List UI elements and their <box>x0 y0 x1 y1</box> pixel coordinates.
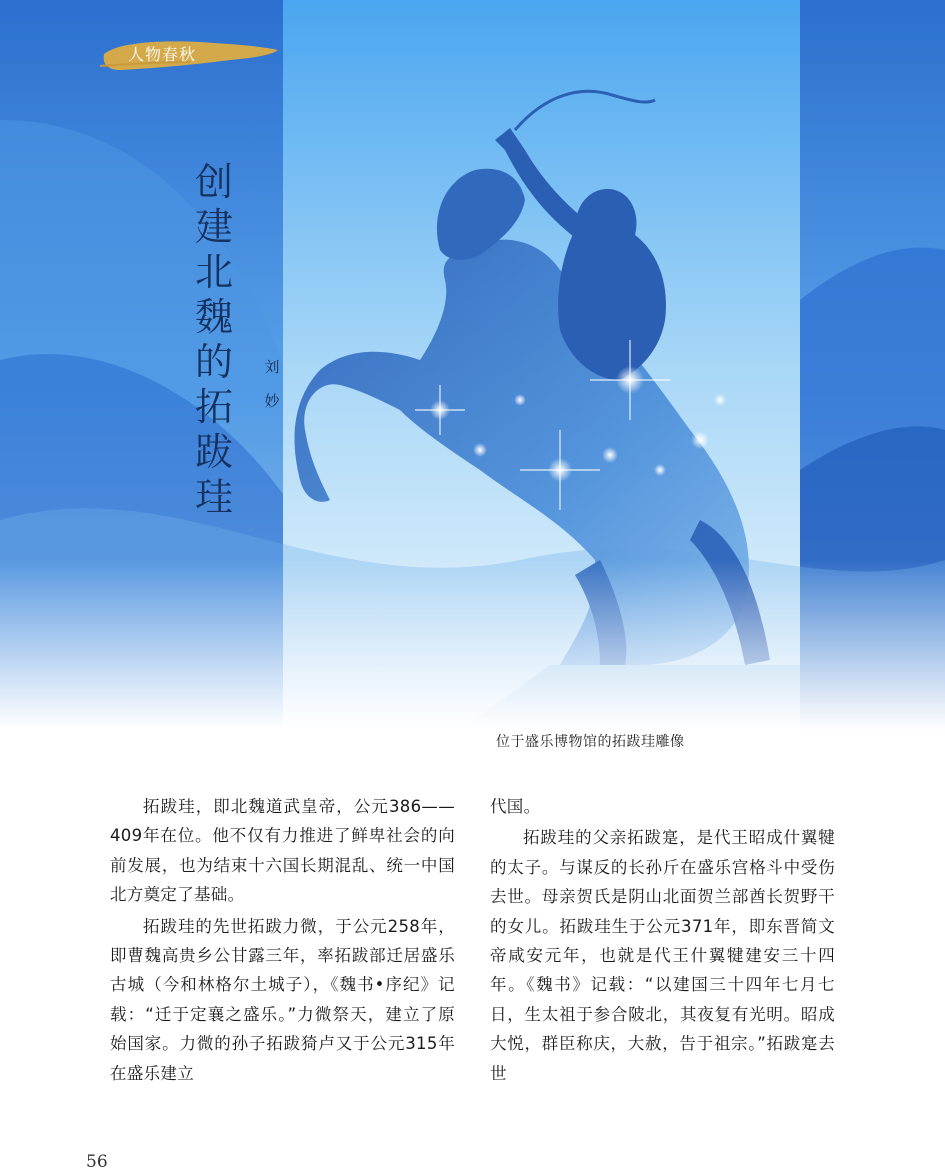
paragraph: 拓跋珪的先世拓跋力微，于公元258年，即曹魏高贵乡公甘露三年，率拓跋部迁居盛乐古城（今和林格尔土城子），《魏书•序纪》记载：“迁于定襄之盛乐。”力微祭天，建立了原始国家。力微的孙子拓跋猗卢又于公元315年在盛乐建立 <box>110 916 455 1083</box>
title-char: 魏 <box>194 295 233 339</box>
title-char: 的 <box>194 340 233 384</box>
title-char: 建 <box>194 205 233 249</box>
paragraph: 拓跋珪，即北魏道武皇帝，公元386——409年在位。他不仅有力推进了鲜卑社会的向前发展，也为结束十六国长期混乱、统一中国北方奠定了基础。 <box>110 797 455 905</box>
author-name <box>262 350 282 418</box>
article-title <box>190 160 238 520</box>
page-number: 56 <box>86 1152 108 1172</box>
title-char: 北 <box>194 250 233 294</box>
image-caption: 位于盛乐博物馆的拓跋珪雕像 <box>496 734 685 750</box>
title-char: 拓 <box>194 385 233 429</box>
title-char: 创 <box>194 160 233 204</box>
author-char: 妙 <box>264 392 280 410</box>
body-column-left <box>110 792 455 1090</box>
title-char: 跋 <box>194 430 233 474</box>
paragraph: 代国。 <box>490 797 541 816</box>
author-char: 刘 <box>264 358 280 376</box>
body-column-right <box>490 792 835 1090</box>
title-char: 珪 <box>194 475 233 519</box>
paragraph: 拓跋珪的父亲拓跋寔，是代王昭成什翼犍的太子。与谋反的长孙斤在盛乐宫格斗中受伤去世。母亲贺氏是阴山北面贺兰部酋长贺野干的女儿。拓跋珪生于公元371年，即东晋简文帝咸安元年，也就是代王什翼犍建安三十四年。《魏书》记载：“以建国三十四年七月七日，生太祖于参合陂北，其夜复有光明。昭成大悦，群臣称庆，大赦，告于祖宗。”拓跋寔去世 <box>490 828 835 1083</box>
section-tag: 人物春秋 <box>128 45 197 64</box>
